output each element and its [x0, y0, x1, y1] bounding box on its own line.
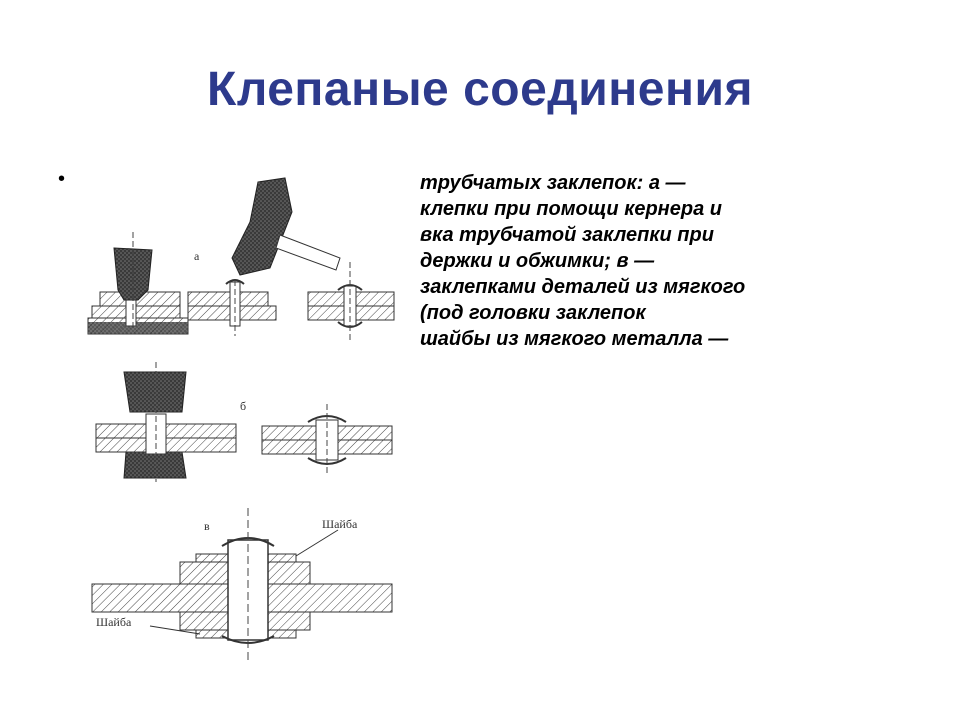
- diagram-a-step1: [88, 232, 188, 334]
- diagram-a-step3: [308, 262, 394, 340]
- label-b: б: [240, 399, 247, 413]
- diagram-v: [92, 508, 392, 660]
- text-line: трубчатых заклепок: а —: [420, 172, 686, 194]
- washer-label-top: Шайба: [322, 517, 358, 531]
- text-line: клепки при помощи кернера и: [420, 198, 722, 220]
- diagram-b-step2: [240, 399, 392, 474]
- label-a: а: [194, 249, 200, 263]
- text-line: держки и обжимки; в —: [420, 250, 655, 272]
- slide-title: Клепаные соединения: [207, 63, 753, 116]
- bullet-marker: •: [58, 168, 66, 190]
- diagram-b-step1: [96, 362, 236, 482]
- text-line: (под головки заклепок: [420, 302, 646, 324]
- text-line: шайбы из мягкого металла —: [420, 328, 729, 350]
- washer-label-bottom: Шайба: [96, 615, 132, 629]
- label-v: в: [204, 519, 210, 533]
- diagram-a: [88, 178, 394, 340]
- diagram-b: [96, 362, 392, 482]
- text-line: вка трубчатой заклепки при: [420, 224, 714, 246]
- text-line: заклепками деталей из мягкого: [420, 276, 746, 298]
